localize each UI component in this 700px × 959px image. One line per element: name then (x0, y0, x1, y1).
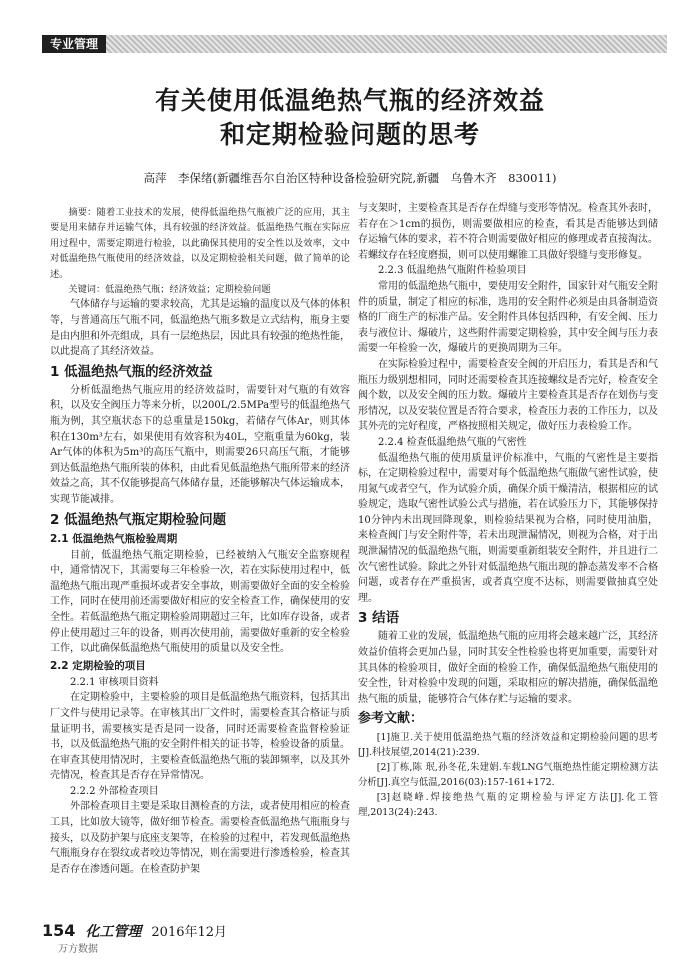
paragraph-1: 分析低温绝热气瓶应用的经济效益时，需要针对气瓶的有效容积，以及安全阀压力等来分析，以200L/2.5MPa型号的低温绝热气瓶为例，其空瓶状态下的总重量是150kg，若储存气体Ar，则其体积在130m³左右，如果使用有效容积为40L，空瓶重量为60kg，装Ar气体的体积为5m³的高压气瓶中，则需要26只高压气瓶，才能够到达低温绝热气瓶所装的体积，由此看见低温绝热气瓶所带来的经济效益之高，其不仅能够提高气体储存量，还能够解决气体运输成本，实现节能减排。 (50, 384, 350, 505)
paragraph-4: 外部检查项目主要是采取目测检查的方法，或者使用相应的检查工具，比如放大镜等，做好细节检查。需要检查低温绝热气瓶瓶身与接头，以及防护架与底座支架等，在检验的过程中，若发现低温绝热气瓶瓶身存在裂纹或者咬边等情况，则在需要进行渗透检验，检查其是否存在渗透问题。在检查防护架 (50, 801, 350, 875)
keywords: 关键词：低温绝热气瓶；经济效益；定期检验问题 (68, 284, 271, 296)
heading-2-2-2: 2.2.2 外部检查项目 (70, 785, 159, 797)
right-column (358, 201, 658, 820)
watermark: 万方数据 (58, 944, 98, 955)
paragraph-6: 常用的低温绝热气瓶中，要使用安全附件，国家针对气瓶安全附件的质量，制定了相应的标准，选用的安全附件必须是由具备制造资格的厂商生产的标准产品。安全附件具体包括四种，有安全阀、压力表与液位计、爆破片，这些附件需要定期检验，其中安全阀与压力表需要一年检验一次，爆破片的更换周期为三年。 (358, 280, 658, 355)
reference-item: [2]丁栋,陈 珉,孙冬花,朱建娟.车载LNG气瓶绝热性能定期检测方法分析[J].真空与低温,2016(03):157-161+172. (358, 762, 658, 789)
heading-2-2: 2.2 定期检验的项目 (50, 659, 146, 672)
heading-2-1: 2.1 低温绝热气瓶检验周期 (50, 532, 178, 545)
section-tag: 专业管理 (42, 35, 106, 53)
page-number: 154 (42, 921, 76, 940)
footer (42, 921, 227, 942)
paragraph-3: 在定期检验中，主要检验的项目是低温绝热气瓶资料，包括其出厂文件与使用记录等。在审核其出厂文件时，需要检查其合格证与质量证明书，需要核实是否是同一设备，同时还需要检查监督检验证书，以及低温绝热气瓶的安全附件相关的证书等，检验设备的质量。在审查其使用情况时，主要检查低温绝热气瓶的装卸频率，以及其外壳情况，检查其是否存在异常情况。 (50, 692, 350, 782)
left-column (50, 205, 350, 877)
intro-paragraph: 气体储存与运输的要求较高，尤其是运输的温度以及气体的体积等，与普通高压气瓶不同，低温绝热气瓶多数是立式结构，瓶身主要是由内胆和外壳组成，具有一层绝热层，因此具有较强的绝热性能，以此提高了其经济效益。 (50, 299, 350, 358)
reference-item: [3]赵晓峰.焊接绝热气瓶的定期检验与评定方法[J].化工管理,2013(24):243. (358, 792, 658, 819)
reference-item: [1]施卫.关于使用低温绝热气瓶的经济效益和定期检验问题的思考[J].科技展望,2014(21):239. (358, 732, 658, 759)
heading-1: 1 低温绝热气瓶的经济效益 (50, 363, 213, 380)
heading-2-2-4: 2.2.4 检查低温绝热气瓶的气密性 (378, 436, 527, 448)
heading-2-2-1: 2.2.1 审核项目资料 (70, 676, 159, 688)
heading-2-2-3: 2.2.3 低温绝热气瓶附件检验项目 (378, 265, 527, 277)
header-band (42, 35, 667, 53)
issue-date: 2016年12月 (151, 925, 228, 940)
paragraph-5: 与支架时，主要检查其是否存在焊缝与变形等情况。检查其外表时，若存在＞1cm的损伤，则需要做相应的检查，看其是否能够达到储存运输气体的要求，若不符合则需要做好相应的修理或者直接淘汰。若螺纹存在轻度磨损，则可以使用螺锥工具做好裂缝与变形修复。 (358, 203, 658, 261)
paragraph-9: 随着工业的发展，低温绝热气瓶的应用将会越来越广泛，其经济效益价值将会更加凸显，同时其安全性检验也将更加重要，需要针对其具体的检验项目，做好全面的检验工作，确保低温绝热气瓶使用的安全性，针对检验中发现的问题，采取相应的解决措施，确保低温绝热气瓶的质量，能够符合气体存贮与运输的要求。 (358, 631, 658, 705)
paragraph-8: 低温绝热气瓶的使用质量评价标准中，气瓶的气密性是主要指标，在定期检验过程中，需要对每个低温绝热气瓶做气密性试验，使用氮气或者空气，作为试验介质，确保介质干燥清洁，根据相应的试验规定，选取气密性试验公式与措施，若在试验压力下，其能够保持10分钟内未出现回降现象，则检验结果视为合格，同时使用油脂，来检查阀门与安全附件等，若未出现泄漏情况，则视为合格，对于出现泄漏情况的低温绝热气瓶，则需要重新组装安全附件，并且进行二次气密性试验。除此之外针对低温绝热气瓶出现的静态蒸发率不合格问题，或者存在严重损害，或者真空度不达标，则需要做抽真空处理。 (358, 452, 658, 604)
authors: 高萍 李保绪(新疆维吾尔自治区特种设备检验研究院,新疆 乌鲁木齐 830011) (143, 171, 557, 185)
title-line-2: 和定期检验问题的思考 (219, 120, 480, 149)
journal-name: 化工管理 (85, 924, 142, 940)
heading-2: 2 低温绝热气瓶定期检验问题 (50, 511, 227, 528)
heading-3: 3 结语 (358, 610, 400, 627)
paragraph-2: 目前，低温绝热气瓶定期检验，已经被纳入气瓶安全监察规程中，通常情况下，其需要每三年检验一次，若在实际使用过程中，低温绝热气瓶出现严重损坏或者安全事故，则需要做好全面的安全检验工作，同时在使用前还需要做好相应的安全检查工作，确保使用的安全性。若低温绝热气瓶定期检验周期超过三年，比如库存设备，或者停止使用超过三年的设备，则再次使用前，需要做好重新的安全检验工作，以此确保低温绝热气瓶使用的质量以及安全性。 (50, 549, 350, 655)
title-line-1: 有关使用低温绝热气瓶的经济效益 (154, 86, 545, 115)
abstract: 摘要：随着工业技术的发展，使得低温绝热气瓶被广泛的应用，其主要是用来储存并运输气体，具有较强的经济效益。低温绝热气瓶在实际应用过程中，需要定期进行检验，以此确保其使用的安全性以及效率，文中对低温绝热气瓶使用的经济效益，以及定期检验相关问题，做了简单的论述。 (50, 207, 350, 280)
paragraph-7: 在实际检验过程中，需要检查安全阀的开启压力，看其是否和气瓶压力级别想相同，同时还需要检查其连接螺纹是否完好，检查安全阀个数，以及安全阀的压力数。爆破片主要检查其是否存在划伤与变形情况，以及安装位置是否符合要求，检查压力表的工作压力，以及其外壳的完好程度，严格按照相关规定，做好压力表检验工作。 (358, 358, 658, 433)
references-title: 参考文献： (358, 711, 424, 727)
